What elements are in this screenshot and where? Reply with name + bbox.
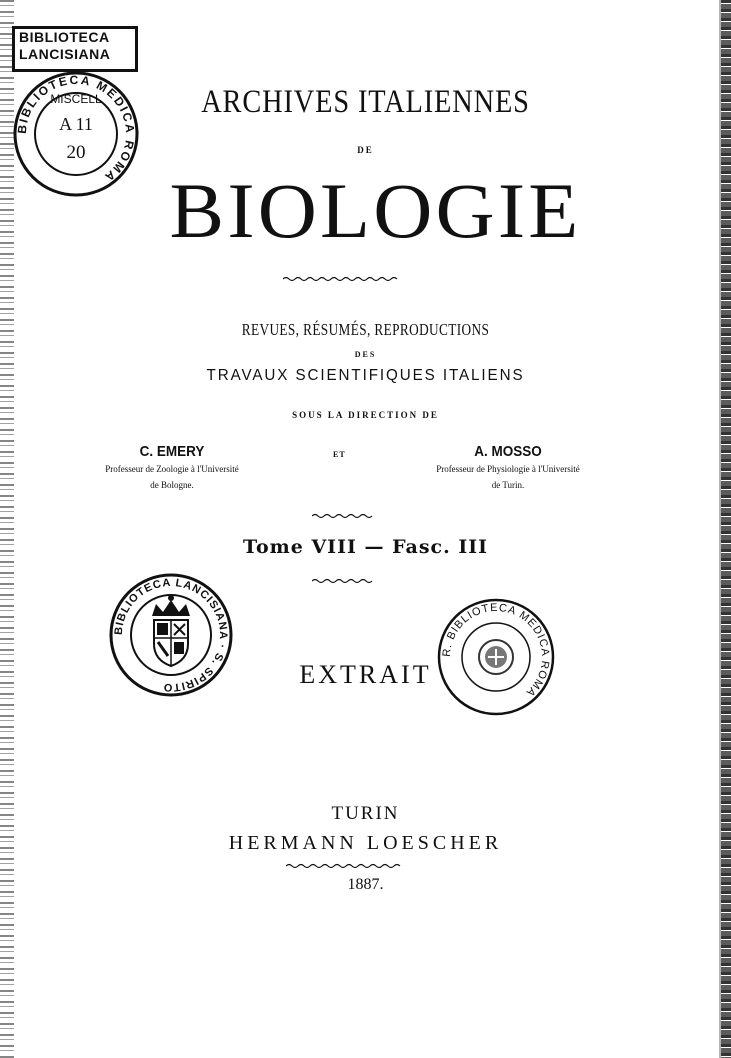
- scan-edge-right-line: [719, 0, 721, 1058]
- editor-name: A. MOSSO: [474, 443, 542, 460]
- library-label-stamp: [12, 26, 138, 72]
- ornament-rule-2: [312, 513, 374, 519]
- ornament-rule-1: [283, 276, 399, 282]
- editor-affiliation: Professeur de Physiologie à l'Université: [436, 464, 580, 474]
- library-label-line2: LANCISIANA: [19, 46, 111, 62]
- library-label-line1: BIBLIOTECA: [19, 29, 110, 45]
- medica-ring-text: R. BIBLIOTECA MEDICA ROMA: [440, 601, 552, 699]
- imprint-publisher: HERMANN LOESCHER: [228, 832, 503, 854]
- shelfmark-line2: A 11: [59, 114, 93, 134]
- journal-title-line2: BIOLOGIE: [169, 167, 582, 254]
- crest-ring-text: BIBLIOTECA LANCISIANA · S. SPIRITO: [112, 576, 230, 694]
- editor-affiliation-city: de Turin.: [491, 480, 525, 490]
- subtitle-line1: REVUES, RÉSUMÉS, REPRODUCTIONS: [241, 320, 490, 339]
- editors-connector: ET: [333, 450, 346, 459]
- imprint-city: TURIN: [331, 803, 400, 824]
- ornament-rule-4: [286, 863, 402, 869]
- direction-label: SOUS LA DIRECTION DE: [292, 410, 439, 420]
- editor-affiliation-city: de Bologne.: [150, 480, 194, 490]
- subtitle-line2: DES: [354, 350, 377, 359]
- scan-edge-right: [721, 0, 731, 1058]
- biblioteca-medica-stamp: [436, 597, 556, 717]
- editor-affiliation: Professeur de Zoologie à l'Université: [105, 464, 239, 474]
- shelfmark-line3: 20: [66, 142, 86, 163]
- shelfmark-line1: MISCELL: [50, 92, 102, 106]
- subtitle-line3: TRAVAUX SCIENTIFIQUES ITALIENS: [206, 367, 525, 384]
- journal-title-connector: DE: [357, 145, 374, 155]
- issue-line: Tome VIII — Fasc. III: [243, 536, 488, 558]
- journal-title-line1: ARCHIVES ITALIENNES: [201, 84, 530, 120]
- editor-name: C. EMERY: [139, 443, 205, 460]
- ornament-rule-3: [312, 578, 374, 584]
- editor-emery: [72, 443, 272, 492]
- extract-label: EXTRAIT: [299, 660, 432, 689]
- editor-mosso: [400, 443, 616, 492]
- shelfmark-ring-text: BIBLIOTECA MEDICA ROMA: [14, 72, 138, 186]
- imprint-year: 1887.: [347, 876, 384, 893]
